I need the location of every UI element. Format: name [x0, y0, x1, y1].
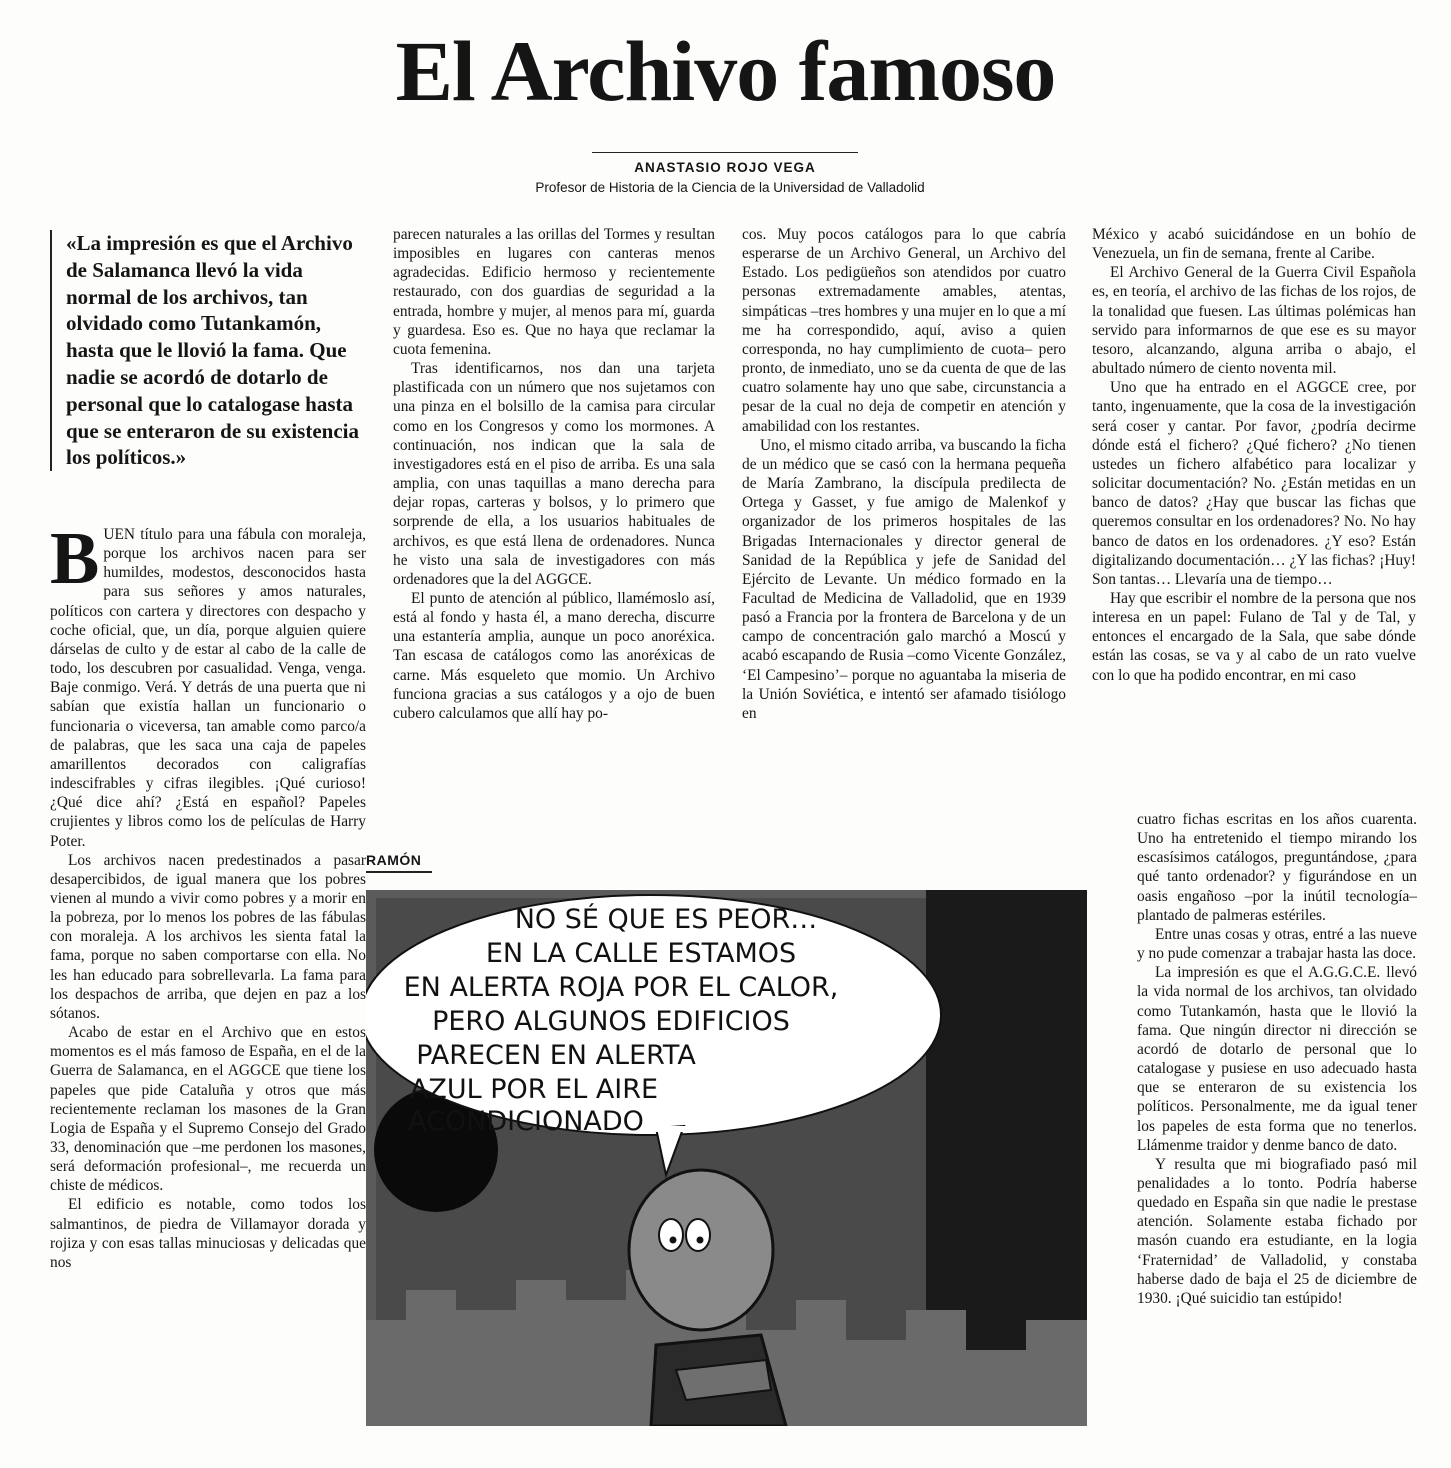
author-rule [592, 152, 858, 153]
paragraph: Y resulta que mi biografiado pasó mil penalidades a lo tonto. Podría haberse quedado en España sin que nadie le prestase atención. Solamente estaba fichado por masón cuando era estudiante, en la logia ‘Fraternidad’ de Valladolid, y constaba haberse dado de baja el 25 de diciembre de 1930. ¡Qué suicidio tan estúpido! [1137, 1155, 1417, 1307]
cartoon-credit-rule [366, 871, 432, 873]
column-4-continued [1137, 810, 1417, 1308]
column-3 [742, 225, 1066, 723]
paragraph: Los archivos nacen predestinados a pasar desapercibidos, de igual manera que los pobres vienen al mundo a vivir como pobres y a morir en la pobreza, por lo menos los pobres de las fábulas con moraleja. A los archivos les sienta fatal la fama, porque no saben comportarse con ella. No les han educado para sobrellevarla. La fama para los despachos de arriba, que dejen en paz a los sótanos. [50, 851, 366, 1022]
column-4 [1092, 225, 1416, 685]
bubble-line: EN ALERTA ROJA POR EL CALOR, [403, 972, 839, 1003]
bubble-line: EN LA CALLE ESTAMOS [485, 938, 797, 969]
bubble-line: PERO ALGUNOS EDIFICIOS [432, 1006, 790, 1037]
cartoon-illustration [366, 890, 1087, 1426]
paragraph: Acabo de estar en el Archivo que en estos momentos es el más famoso de España, en el de la Guerra de Salamanca, en el AGGCE que tiene los papeles que pide Cataluña y otros que más recientemente reclaman los masones de la Gran Logia de España y el Supremo Consejo del Grado 33, denominación que –me perdonen los masones, será deformación profesional–, me recuerda un chiste de médicos. [50, 1024, 366, 1195]
paragraph: cuatro fichas escritas en los años cuarenta. Uno ha entretenido el tiempo mirando los escasísimos catálogos, preguntándose, ¿para qué tanto ordenador? y figurándose en un oasis engañoso –por la inútil tecnología– plantado de palmeras estériles. [1137, 811, 1417, 924]
paragraph [50, 518, 366, 851]
paragraph: cos. Muy pocos catálogos para lo que cabría esperarse de un Archivo General, un Archivo del Estado. Los pedigüeños son atendidos por cuatro personas extremadamente amables, atentas, simpáticas –tres hombres y una mujer en lo que a mí me ha correspondido, aquí, aviso a quien corresponda, no hay cumplimiento de cuota– pero pronto, de inmediato, uno se da cuenta de que de las cuatro solamente hay uno que sabe, circunstancia a pesar de la cual no deja de competir en atención y amabilidad con los restantes. [742, 226, 1066, 435]
article-title: El Archivo famoso [395, 23, 1056, 119]
paragraph: El punto de atención al público, llamémoslo así, está al fondo y hasta él, a mano derecha, discurre una estantería amplia, aunque un poco anoréxica. Tan escasa de catálogos como las anoréxicas de carne. Más esqueleto que momio. Un Archivo funciona gracias a sus catálogos y a ojo de buen cubero calculamos que allí hay po- [393, 589, 715, 722]
cartoon-credit: RAMÓN [366, 852, 422, 868]
column-2 [393, 225, 715, 723]
paragraph: México y acabó suicidándose en un bohío de Venezuela, un fin de semana, frente al Caribe. [1092, 226, 1416, 263]
paragraph: La impresión es que el A.G.G.C.E. llevó la vida normal de los archivos, tan olvidado como Tutankamón, hasta que le llovió la fama. Que ningún director ni dirección se acordó de dotarlo de personal que lo catalogase y pusiese en uso adecuado hasta que se enteraron de su existencia los políticos. Personalmente, me da igual tener los papeles de esta forma que no tenerlos. Llámenme traidor y denme banco de dato. [1137, 964, 1417, 1154]
character-eye-left [659, 1219, 683, 1251]
column-1 [50, 518, 366, 1272]
author-affiliation: Profesor de Historia de la Ciencia de la Universidad de Valladolid [535, 180, 925, 195]
pull-quote: «La impresión es que el Archivo de Salamanca llevó la vida normal de los archivos, tan olvidado como Tutankamón, hasta que le llovió la fama. Que nadie se acordó de dotarlo de personal que lo catalogase hasta que se enteraron de su existencia los políticos.» [50, 230, 366, 471]
drop-cap: B [50, 518, 100, 600]
paragraph: parecen naturales a las orillas del Tormes y resultan imposibles en lugares con canteras menos agradecidas. Edificio hermoso y recientemente restaurado, con dos guardias de seguridad a la entrada, hombre y mujer, al menos para mí, guarda y guardesa. Eso es. Que no haya que reclamar la cuota femenina. [393, 226, 715, 358]
paragraph: Uno, el mismo citado arriba, va buscando la ficha de un médico que se casó con la hermana pequeña de María Zambrano, la discípula predilecta de Ortega y Gasset, y fue amigo de Malenkof y organizador de los primeros hospitales de las Brigadas Internacionales y director general de Sanidad de la República y jefe de Sanidad del Ejército de Levante. Un médico formado en la Facultad de Medicina de Valladolid, que en 1939 pasó a Francia por la frontera de Barcelona y de un campo de concentración galo marchó a Moscú y acabó escapando de Rusia –como Vicente González, ‘El Campesino’– porque no aguantaba la miseria de la Unión Soviética, e intentó ser afamado tisiólogo en [742, 436, 1067, 722]
paragraph: Entre unas cosas y otras, entré a las nueve y no pude comenzar a trabajar hasta las doce. [1137, 925, 1417, 963]
character-pupil-right [697, 1237, 704, 1244]
paragraph: El edificio es notable, como todos los salmantinos, de piedra de Villamayor dorada y rojiza y con esas tallas minuciosas y delicadas que nos [50, 1196, 366, 1271]
author-name: ANASTASIO ROJO VEGA [634, 160, 816, 175]
character-pupil-left [670, 1237, 677, 1244]
paragraph: Hay que escribir el nombre de la persona que nos interesa en un papel: Fulano de Tal y de Tal, y entonces el encargado de la Sala, que sabe dónde están las cosas, se va y al cabo de un rato vuelve con lo que ha podido encontrar, en mi caso [1092, 589, 1416, 684]
paragraph: Uno que ha entrado en el AGGCE cree, por tanto, ingenuamente, que la cosa de la investigación será coser y cantar. Por favor, ¿podría decirme dónde está el fichero? ¿Qué fichero? ¿No tienen ustedes un fichero alfabético para localizar y solicitar documentación? No. ¿Están metidas en un banco de datos? ¿Hay que buscar las fichas que queremos consultar en los ordenadores? No. No hay banco de datos en los ordenadores. ¿Y eso? Están digitalizando documentación… ¿Y las fichas? ¡Huy! Son tantas… Llevaría una de tiempo… [1092, 379, 1416, 588]
character-eye-right [686, 1219, 710, 1251]
bubble-line: AZUL POR EL AIRE [409, 1074, 659, 1105]
bubble-line: PARECEN EN ALERTA [416, 1040, 696, 1071]
bubble-line: ACONDICIONADO [408, 1106, 644, 1137]
paragraph: Tras identificarnos, nos dan una tarjeta plastificada con un número que nos sujetamos con una pinza en el bolsillo de la camisa para circular como en los Congresos y como los mormones. A continuación, nos indican que la sala de investigadores está en el piso de arriba. Es una sala amplia, con unas taquillas a mano derecha para dejar ropas, carteras y bolsos, y lo primero que sorprende de ella, a los usuarios habituales de archivos, es que está llena de ordenadores. Nunca he visto una sala de investigadores con más ordenadores que la del AGGCE. [393, 360, 715, 588]
paragraph-text: UEN título para una fábula con moraleja, porque los archivos nacen para ser humildes, modestos, desconocidos hasta para sus señores y amos naturales, políticos con cartera y directores con despacho y coche oficial, que, un día, porque alguien quiere dárselas de culto y de estar al cabo de la calle de todo, los descubren por casualidad. Venga, venga. Baje conmigo. Verá. Y detrás de una puerta que ni sabían que existía hallan un funcionario o funcionaria o viceversa, tan amable como parco/a de palabras, que les saca una caja de papeles amarillentos decorados con caligrafías indescifrables y cifras ilegibles. ¡Qué curioso! ¿Qué dice ahí? ¿Está en español? Papeles crujientes y libros como los de películas de Harry Poter. [50, 526, 366, 850]
bubble-line: NO SÉ QUE ES PEOR… [514, 904, 818, 935]
paragraph: El Archivo General de la Guerra Civil Española es, en teoría, el archivo de las fichas de los rojos, de la tonalidad que fuesen. Las últimas polémicas han servido para informarnos de que ese es su mayor tesoro, alcanzando, alguna arriba o abajo, el abultado número de ciento noventa mil. [1092, 264, 1416, 378]
